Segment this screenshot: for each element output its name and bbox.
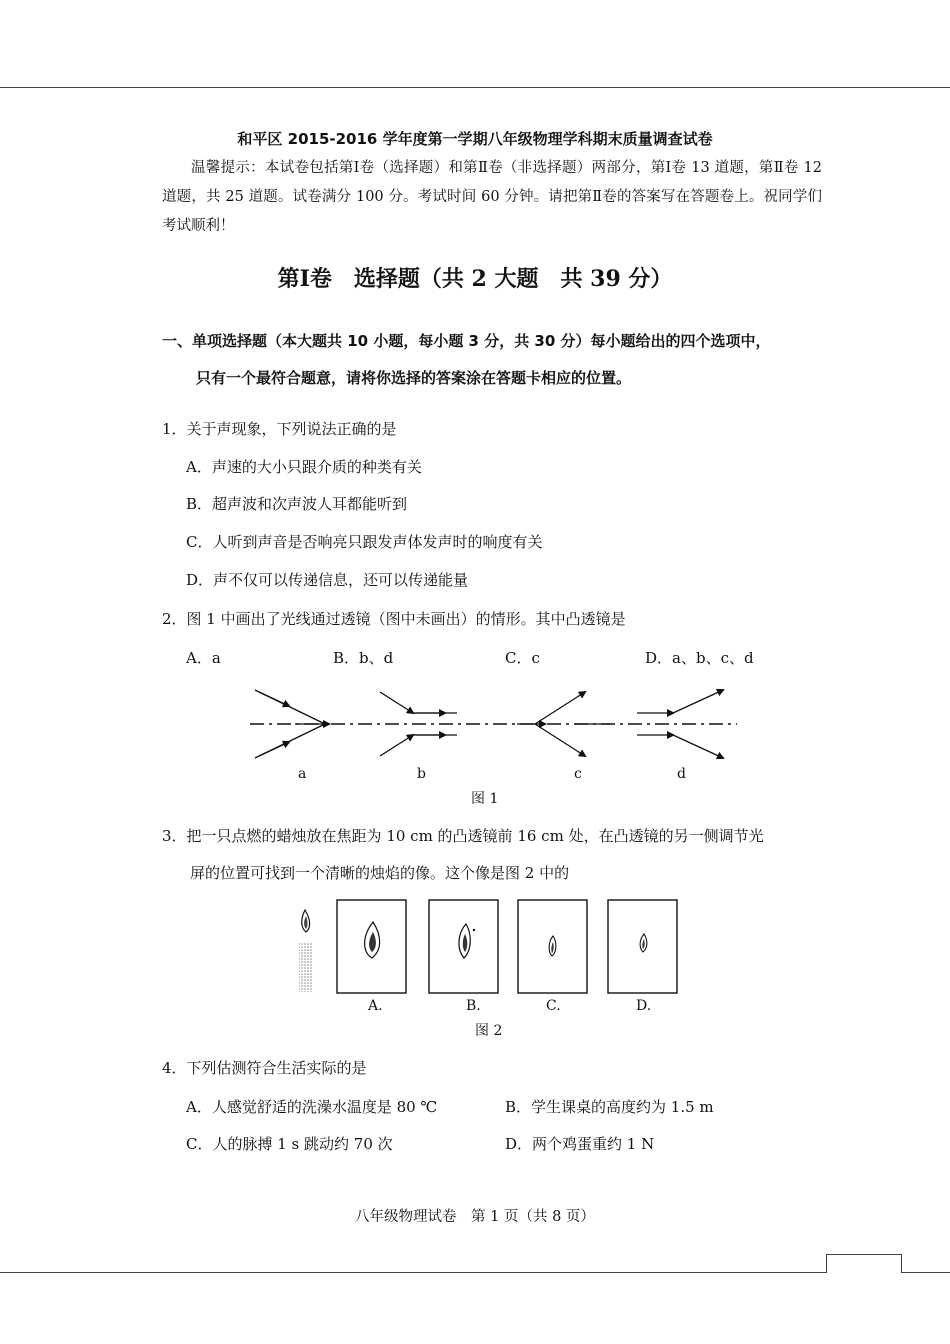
page-footer: 八年级物理试卷 第 1 页（共 8 页） bbox=[355, 1209, 595, 1225]
top-rule bbox=[0, 87, 950, 88]
part1-heading-line2: 只有一个最符合题意，请将你选择的答案涂在答题卡相应的位置。 bbox=[196, 369, 632, 387]
q1-option-a: A．声速的大小只跟介质的种类有关 bbox=[186, 458, 422, 476]
q2-option-b: B．b、d bbox=[333, 649, 394, 667]
bottom-rule bbox=[0, 1272, 950, 1273]
figure-1-label-a: a bbox=[298, 766, 307, 782]
q1-option-b: B．超声波和次声波人耳都能听到 bbox=[186, 495, 408, 513]
q2-option-a: A．a bbox=[186, 649, 221, 667]
figure-1-diagram-c bbox=[517, 692, 610, 756]
notice-text: 温馨提示：本试卷包括第Ⅰ卷（选择题）和第Ⅱ卷（非选择题）两部分，第Ⅰ卷 13 道题，第Ⅱ卷 12 道题，共 25 道题。试卷满分 100 分。考试时间 60 分钟。请把第Ⅱ卷的答案写在答题卷上。祝同学们考试顺利！ bbox=[162, 160, 822, 234]
q1-stem: 1．关于声现象，下列说法正确的是 bbox=[162, 420, 397, 438]
q2-stem: 2．图 1 中画出了光线通过透镜（图中未画出）的情形。其中凸透镜是 bbox=[162, 610, 626, 628]
q1-option-c: C．人听到声音是否响亮只跟发声体发声时的响度有关 bbox=[186, 533, 543, 551]
figure-2-label-b: B. bbox=[466, 998, 481, 1014]
image-option-a bbox=[337, 900, 406, 993]
page-corner-tab bbox=[826, 1254, 902, 1273]
q3-stem-line1: 3．把一只点燃的蜡烛放在焦距为 10 cm 的凸透镜前 16 cm 处，在凸透镜的另一侧调节光 bbox=[162, 827, 764, 845]
q4-option-a: A．人感觉舒适的洗澡水温度是 80 ℃ bbox=[186, 1098, 438, 1116]
figure-2-candle-images bbox=[292, 898, 692, 998]
figure-2-label-d: D. bbox=[636, 998, 652, 1014]
figure-1-label-c: c bbox=[574, 766, 582, 782]
section-title: 第Ⅰ卷 选择题（共 2 大题 共 39 分） bbox=[277, 266, 673, 292]
figure-2-label-c: C. bbox=[546, 998, 561, 1014]
image-option-c bbox=[518, 900, 587, 993]
q3-stem-line2: 屏的位置可找到一个清晰的烛焰的像。这个像是图 2 中的 bbox=[190, 864, 570, 882]
q1-option-d: D．声不仅可以传递信息，还可以传递能量 bbox=[186, 571, 469, 589]
image-option-b bbox=[429, 900, 498, 993]
figure-1-diagram-a bbox=[255, 690, 329, 758]
q4-option-d: D．两个鸡蛋重约 1 N bbox=[505, 1135, 655, 1153]
figure-1-caption: 图 1 bbox=[471, 791, 499, 807]
part1-heading-line1: 一、单项选择题（本大题共 10 小题，每小题 3 分，共 30 分）每小题给出的四个选项中， bbox=[162, 332, 771, 350]
figure-1-light-rays bbox=[245, 680, 745, 772]
candle-object bbox=[299, 910, 313, 992]
figure-2-caption: 图 2 bbox=[475, 1023, 503, 1039]
figure-2-label-a: A. bbox=[368, 998, 383, 1014]
image-option-d bbox=[608, 900, 677, 993]
q2-option-d: D．a、b、c、d bbox=[645, 649, 754, 667]
q2-option-c: C．c bbox=[505, 649, 540, 667]
figure-1-label-d: d bbox=[677, 766, 686, 782]
q4-stem: 4．下列估测符合生活实际的是 bbox=[162, 1059, 367, 1077]
figure-1-label-b: b bbox=[417, 766, 426, 782]
q4-option-b: B．学生课桌的高度约为 1.5 m bbox=[505, 1098, 714, 1116]
exam-title: 和平区 2015-2016 学年度第一学期八年级物理学科期末质量调查试卷 bbox=[237, 130, 713, 148]
q4-option-c: C．人的脉搏 1 s 跳动约 70 次 bbox=[186, 1135, 393, 1153]
